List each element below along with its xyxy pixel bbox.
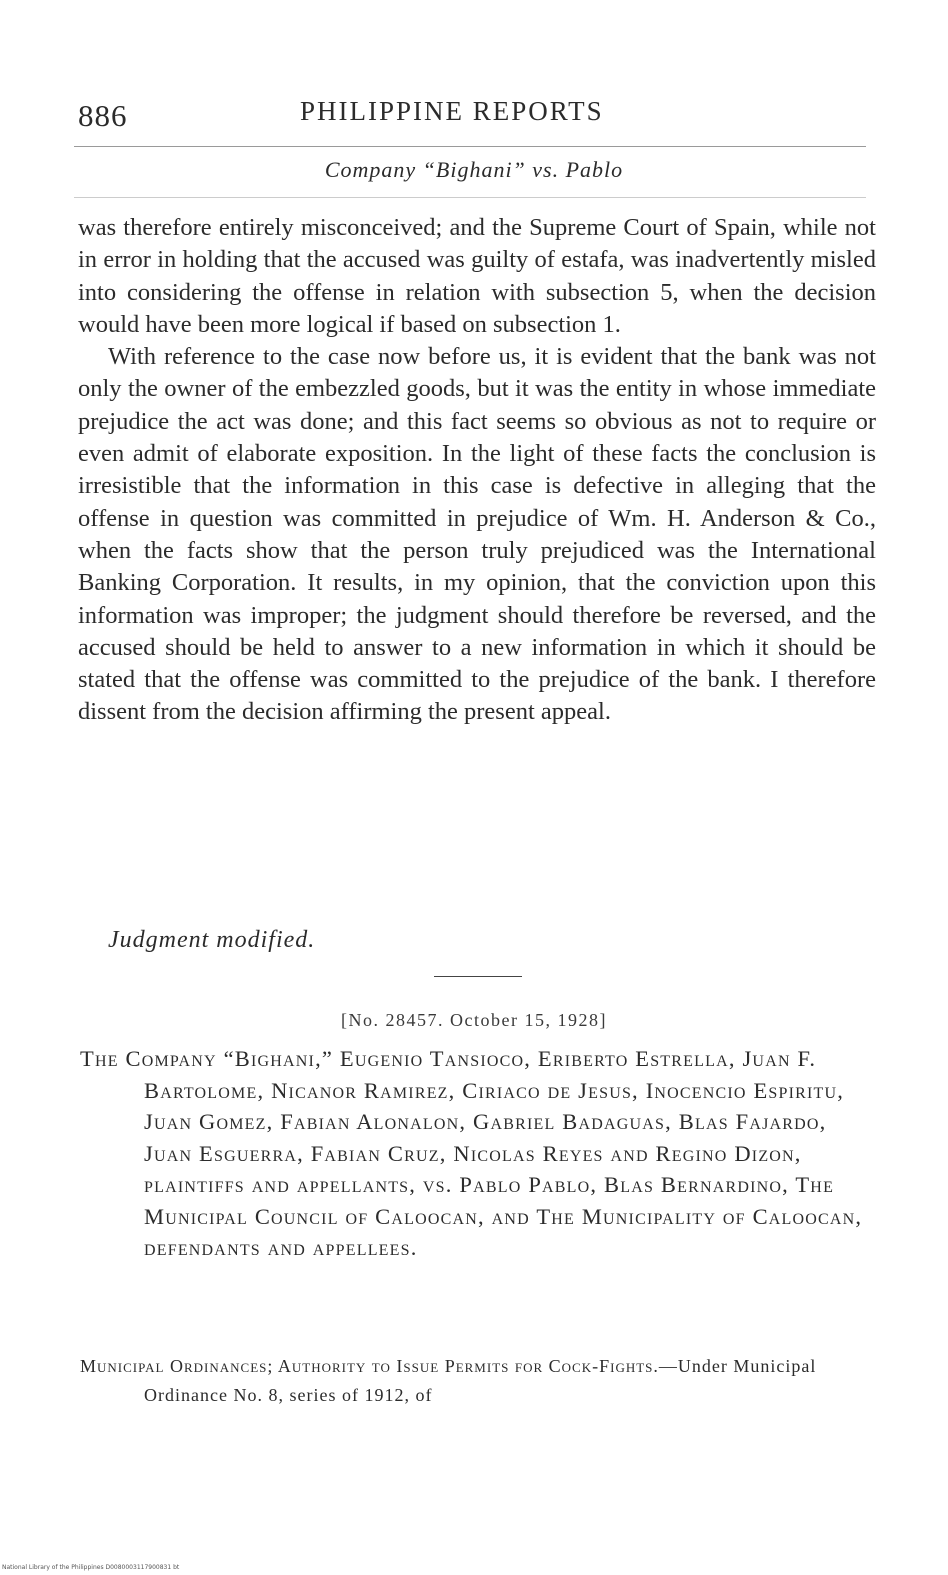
running-title: PHILIPPINE REPORTS (300, 96, 604, 126)
opinion-body (78, 212, 876, 729)
docket-line: [No. 28457. October 15, 1928] (341, 1010, 607, 1030)
page-number: 886 (78, 98, 128, 133)
opinion-paragraph-2: With reference to the case now before us, it is evident that the bank was not only the owner of the embezzled goods, but it was the entity in whose immediate prejudice the act was done; and this fact seems so obvious as not to require or even admit of elaborate exposition. In the light of these facts the conclusion is irresistible that the information in this case is defective in alleging that the offense in question was committed in prejudice of Wm. H. Anderson & Co., when the facts show that the person truly prejudiced was the International Banking Corporation. It results, in my opinion, that the conviction upon this information was improper; the judgment should therefore be reversed, and the accused should be held to answer to a new information in which it should be stated that the offense was committed to the prejudice of the bank. I therefore dissent from the decision affirming the present appeal. (78, 343, 876, 726)
judgment-line: Judgment modified. (108, 927, 316, 953)
header-rule (74, 146, 866, 147)
case-caption: The Company “Bighani,” Eugenio Tansioco, Eriberto Estrella, Juan F. Bartolome, Nicanor Ramirez, Ciriaco de Jesus, Inocencio Espiritu, Juan Gomez, Fabian Alonalon, Gabriel Badaguas, Blas Fajardo, Juan Esguerra, Fabian Cruz, Nicolas Reyes and Regino Dizon, plaintiffs and appellants, vs. Pablo Pablo, Blas Bernardino, The Municipal Council of Caloocan, and The Municipality of Caloocan, defendants and appellees. (80, 1046, 863, 1260)
syllabus-text: —Under Municipal Ordinance No. 8, series of 1912, of (144, 1356, 817, 1405)
opinion-paragraph-1: was therefore entirely misconceived; and the Supreme Court of Spain, while not in error in holding that the accused was guilty of estafa, was inadvertently misled into considering the offense in relation with subsection 5, when the decision would have been more logical if based on subsection 1. (78, 214, 876, 338)
subtitle-rule (74, 197, 866, 198)
syllabus-heading: Municipal Ordinances; Authority to Issue Permits for Cock-Fights. (80, 1356, 659, 1376)
case-short-title: Company “Bighani” vs. Pablo (324, 157, 624, 182)
syllabus (80, 1352, 878, 1410)
library-stamp: National Library of the Philippines D0080003117900831 bt (2, 1564, 180, 1571)
section-divider (434, 976, 522, 977)
